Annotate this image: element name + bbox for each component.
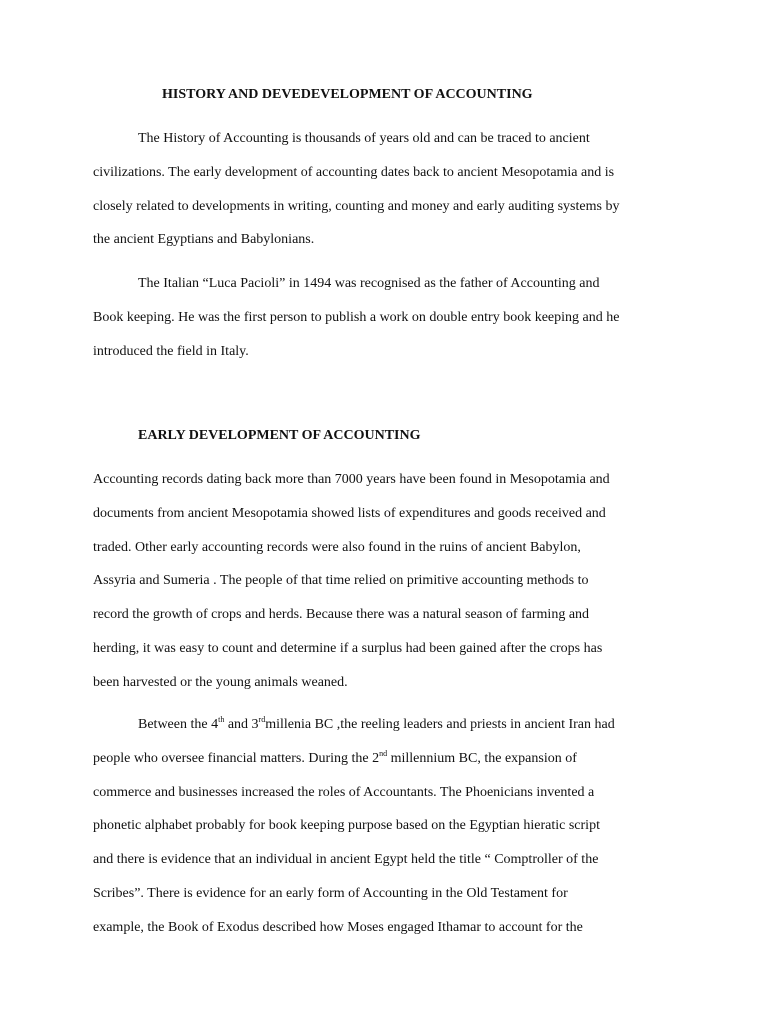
last-paragraph	[93, 708, 693, 945]
paragraph-line: Accounting records dating back more than 7000 years have been found in Mesopotamia and	[93, 472, 610, 487]
paragraph-line: civilizations. The early development of accounting dates back to ancient Mesopotamia and is	[93, 164, 615, 180]
paragraph-line: Assyria and Sumeria . The people of that time relied on primitive accounting methods to	[93, 573, 589, 589]
paragraph-line	[93, 742, 693, 776]
text-run: people who oversee financial matters. During the 2	[93, 750, 380, 766]
paragraph-line: record the growth of crops and herds. Because there was a natural season of farming and	[93, 607, 590, 623]
text-run: and 3	[224, 717, 259, 732]
paragraph-line: commerce and businesses increased the roles of Accountants. The Phoenicians invented a	[93, 784, 595, 800]
paragraph-line	[93, 708, 693, 742]
paragraph-line: been harvested or the young animals weaned.	[93, 674, 348, 690]
paragraph-line: and there is evidence that an individual in ancient Egypt held the title “ Comptroller of the	[93, 852, 599, 868]
paragraph-line: herding, it was easy to count and determine if a surplus had been gained after the crops has	[93, 640, 603, 656]
ordinal-superscript: nd	[379, 748, 388, 758]
text-run: millenia BC ,the reeling leaders and priests in ancient Iran had	[265, 717, 615, 732]
paragraph-line: the ancient Egyptians and Babylonians.	[93, 232, 315, 248]
ordinal-superscript: rd	[258, 715, 266, 724]
paragraph-line: Scribes”. There is evidence for an early form of Accounting in the Old Testament for	[93, 885, 568, 901]
text-run: Between the 4	[138, 717, 219, 732]
intro-paragraph-1	[93, 122, 693, 257]
section-heading: EARLY DEVELOPMENT OF ACCOUNTING	[138, 428, 421, 443]
paragraph-line: traded. Other early accounting records were also found in the ruins of ancient Babylon,	[93, 539, 581, 555]
paragraph-line: introduced the field in Italy.	[93, 343, 249, 359]
paragraph-line: example, the Book of Exodus described how Moses engaged Ithamar to account for the	[93, 919, 583, 935]
paragraph-line: The Italian “Luca Pacioli” in 1494 was recognised as the father of Accounting and	[138, 276, 600, 291]
ordinal-superscript: th	[218, 715, 225, 724]
text-run: millennium BC, the expansion of	[387, 750, 577, 766]
document-title: HISTORY AND DEVEDEVELOPMENT OF ACCOUNTING	[162, 87, 533, 102]
section-paragraph	[93, 463, 693, 700]
paragraph-line: closely related to developments in writing, counting and money and early auditing systems by	[93, 198, 620, 214]
paragraph-line: Book keeping. He was the first person to publish a work on double entry book keeping and he	[93, 309, 620, 325]
paragraph-line: The History of Accounting is thousands of years old and can be traced to ancient	[138, 131, 590, 146]
paragraph-line: documents from ancient Mesopotamia showed lists of expenditures and goods received and	[93, 505, 606, 521]
paragraph-line: phonetic alphabet probably for book keeping purpose based on the Egyptian hieratic script	[93, 818, 600, 834]
intro-paragraph-2	[93, 267, 693, 368]
